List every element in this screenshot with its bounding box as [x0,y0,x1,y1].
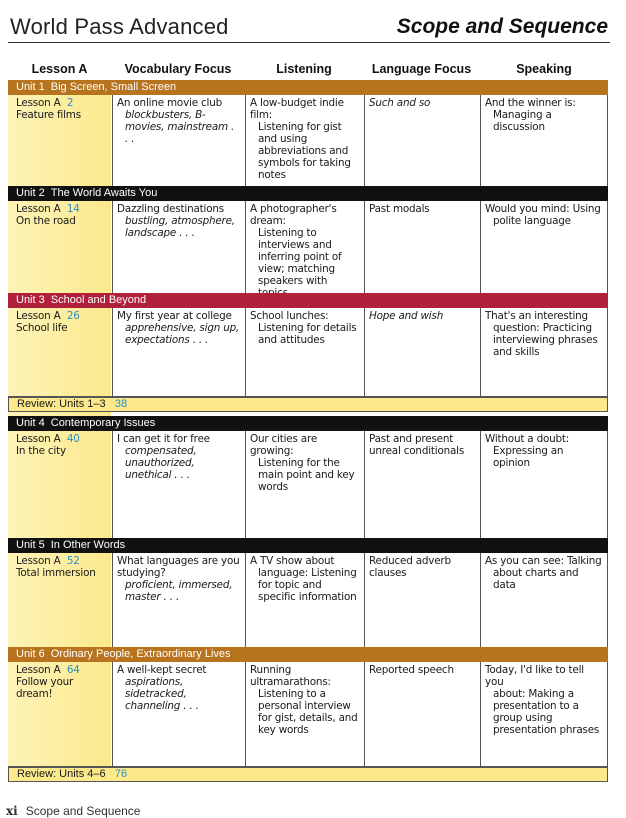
vocab-title: A well-kept secret [117,664,207,676]
lesson-label: Lesson A [16,664,61,676]
lesson-cell [8,201,111,294]
unit-number: Unit 6 [16,648,45,660]
listening-title: A photographer's dream: [250,203,337,227]
lesson-cell [8,431,111,538]
lesson-label: Lesson A [16,203,61,215]
lesson-page: 26 [66,310,80,322]
unit-title: School and Beyond [50,294,147,306]
language-focus: Reported speech [369,664,454,676]
unit-bar [8,647,608,662]
speaking-detail: about: Making a presentation to a group using presentation phrases [493,688,600,736]
speaking-title: As you can see: Talking [485,555,602,567]
vocabulary-cell [112,553,244,647]
listening-detail: Listening for details and attitudes [258,322,357,346]
speaking-cell [480,662,608,766]
vocab-words: blockbusters, B-movies, mainstream . . . [125,109,235,145]
unit-bar [8,80,608,95]
lesson-title: Feature films [16,109,81,121]
language-cell [364,553,479,647]
language-cell [364,95,479,196]
lesson-page: 64 [66,664,80,676]
listening-cell [245,201,363,294]
speaking-cell [480,431,608,538]
speaking-cell [480,308,608,396]
language-cell [364,201,479,294]
listening-title: Our cities are growing: [250,433,318,457]
unit-bar [8,538,608,553]
vocab-title: Dazzling destinations [117,203,224,215]
unit-title: The World Awaits You [50,187,158,199]
lesson-cell [8,308,111,396]
vocab-words: proficient, immersed, master . . . [125,579,233,603]
listening-title: School lunches: [250,310,329,322]
language-focus: Reduced adverb clauses [369,555,451,579]
language-focus: Past modals [369,203,430,215]
listening-cell [245,662,363,766]
column-header-language: Language Focus [371,62,472,76]
vocabulary-cell [112,95,244,196]
section-title: Scope and Sequence [396,15,608,38]
language-cell [364,431,479,538]
unit-number: Unit 4 [16,417,45,429]
review-row [8,397,608,412]
column-header-lesson: Lesson A [31,62,88,76]
lesson-label: Lesson A [16,555,61,567]
speaking-cell [480,95,608,196]
unit-number: Unit 1 [16,81,45,93]
table-row [8,308,608,397]
review-row [8,767,608,782]
lesson-label: Lesson A [16,97,61,109]
listening-title: A low-budget indie film: [250,97,344,121]
lesson-page: 40 [66,433,80,445]
speaking-title: Would you mind: Using [485,203,601,215]
speaking-detail: Managing a discussion [493,109,552,133]
review-page: 76 [114,768,128,780]
vocab-words: bustling, atmosphere, landscape . . . [125,215,235,239]
listening-detail: Listening to interviews and inferring point of view; matching speakers with [258,227,342,287]
lesson-page: 2 [66,97,74,109]
listening-cell [245,431,363,538]
lesson-label: Lesson A [16,433,61,445]
column-header-speaking: Speaking [516,62,572,76]
language-focus: Past and present unreal conditionals [369,433,465,457]
table-row [8,431,608,539]
lesson-cell [8,553,111,647]
listening-title: A TV show about [250,555,335,567]
review-label: Review: Units 1–3 [17,398,106,410]
listening-title: Running ultramarathons: [250,664,331,688]
speaking-title: That's an interesting [485,310,588,322]
footer-page-number: xi [6,804,18,818]
unit-title: Contemporary Issues [50,417,156,429]
table-row [8,553,608,648]
page-header [8,12,610,43]
vocab-title: My first year at college [117,310,232,322]
vocab-words: apprehensive, sign up, expectations . . . [125,322,240,346]
language-cell [364,662,479,766]
lesson-page: 52 [66,555,80,567]
lesson-cell [8,662,111,766]
listening-detail: Listening to a personal interview for gist, details, and key words [258,688,358,736]
speaking-title: Today, I'd like to tell you [485,664,584,688]
vocab-title: I can get it for free [117,433,210,445]
listening-cell [245,553,363,647]
lesson-title: On the road [16,215,76,227]
unit-number: Unit 2 [16,187,45,199]
listening-detail: Listening for gist and using abbreviations and symbols for taking notes [258,121,351,181]
speaking-detail: question: Practicing interviewing phrases and skills [493,322,598,358]
review-page: 38 [114,398,128,410]
lesson-title: Total immersion [16,567,96,579]
lesson-title: In the city [16,445,66,457]
listening-detail: Listening for the main point and key words [258,457,355,493]
speaking-cell [480,201,608,294]
table-row [8,95,608,197]
table-row [8,201,608,295]
speaking-cell [480,553,608,647]
listening-cell [245,308,363,396]
table-row [8,662,608,767]
unit-number: Unit 5 [16,539,45,551]
language-cell [364,308,479,396]
speaking-title: Without a doubt: [485,433,570,445]
unit-title: Ordinary People, Extraordinary Lives [50,648,231,660]
unit-bar [8,186,608,201]
vocab-title: What languages are you studying? [117,555,240,579]
column-header-vocabulary: Vocabulary Focus [124,62,232,76]
vocabulary-cell [112,431,244,538]
vocab-title: An online movie club [117,97,222,109]
speaking-detail: polite language [493,215,571,227]
speaking-detail: about charts and data [493,567,579,591]
lesson-label: Lesson A [16,310,61,322]
language-focus: Hope and wish [369,310,444,322]
unit-number: Unit 3 [16,294,45,306]
unit-title: Big Screen, Small Screen [50,81,177,93]
vocab-words: aspirations, sidetracked, channeling . . . [125,676,199,712]
lesson-title: School life [16,322,68,334]
listening-detail: language: Listening for topic and specific information [258,567,357,603]
page-footer [6,804,140,818]
unit-title: In Other Words [50,539,126,551]
listening-cell [245,95,363,196]
vocabulary-cell [112,308,244,396]
vocabulary-cell [112,201,244,294]
column-header-listening: Listening [276,62,332,76]
language-focus: Such and so [369,97,431,109]
lesson-page: 14 [66,203,80,215]
unit-bar [8,293,608,308]
vocabulary-cell [112,662,244,766]
speaking-detail: Expressing an opinion [493,445,564,469]
lesson-cell [8,95,111,196]
review-label: Review: Units 4–6 [17,768,106,780]
lesson-title: Follow your dream! [16,676,74,700]
speaking-title: And the winner is: [485,97,576,109]
vocab-words: compensated, unauthorized, unethical . . . [125,445,197,481]
unit-bar [8,416,608,431]
book-title: World Pass Advanced [10,14,229,39]
footer-text: Scope and Sequence [25,804,141,818]
